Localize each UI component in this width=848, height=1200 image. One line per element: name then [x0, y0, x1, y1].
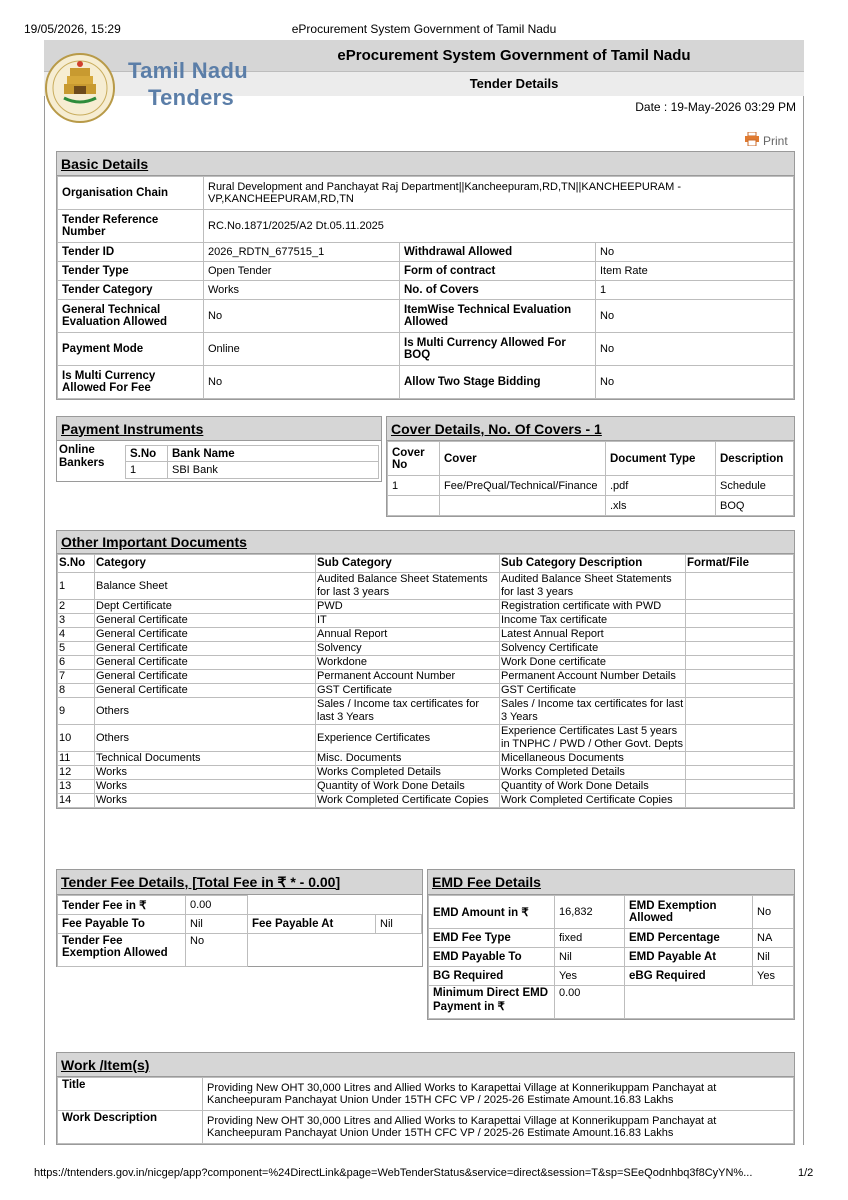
ebg-required-value: Yes — [753, 967, 794, 986]
doc-sno: 7 — [58, 670, 95, 684]
column-header: Sub Category Description — [500, 555, 686, 573]
table-row — [58, 642, 794, 656]
doc-sno: 6 — [58, 656, 95, 670]
field-label: ItemWise Technical Evaluation Allowed — [400, 300, 596, 333]
doc-sub-category: IT — [316, 614, 500, 628]
table-row — [58, 333, 794, 366]
print-button[interactable] — [744, 132, 788, 149]
report-date: Date : 19-May-2026 03:29 PM — [635, 100, 796, 114]
table-header — [388, 442, 794, 476]
work-items-heading: Work /Item(s) — [57, 1053, 794, 1077]
table-row — [58, 628, 794, 642]
table-row — [58, 915, 422, 934]
doc-format — [686, 642, 794, 656]
work-title-label: Title — [58, 1078, 203, 1111]
doc-sub-category: Audited Balance Sheet Statements for last 3 years — [316, 573, 500, 600]
doc-sno: 4 — [58, 628, 95, 642]
table-row — [58, 1078, 794, 1111]
doc-category: Works — [95, 780, 316, 794]
emd-percentage-value: NA — [753, 929, 794, 948]
doc-sub-category-description: Quantity of Work Done Details — [500, 780, 686, 794]
emd-exemption-value: No — [753, 896, 794, 929]
doc-sno: 9 — [58, 698, 95, 725]
other-documents-panel — [56, 530, 795, 809]
field-label: Allow Two Stage Bidding — [400, 366, 596, 399]
column-header: Sub Category — [316, 555, 500, 573]
doc-format — [686, 600, 794, 614]
doc-sub-category: PWD — [316, 600, 500, 614]
other-documents-heading: Other Important Documents — [57, 531, 794, 554]
doc-category: General Certificate — [95, 684, 316, 698]
basic-details-panel — [56, 151, 795, 400]
table-row — [58, 600, 794, 614]
org-chain-label: Organisation Chain — [58, 177, 204, 210]
table-row — [58, 684, 794, 698]
system-title: eProcurement System Government of Tamil Nadu — [337, 47, 691, 64]
cover-table — [387, 441, 794, 516]
field-label: Payment Mode — [58, 333, 204, 366]
doc-sno: 14 — [58, 794, 95, 808]
field-value: 1 — [596, 281, 794, 300]
table-row — [388, 496, 794, 516]
doc-sno: 8 — [58, 684, 95, 698]
tender-ref-label: Tender Reference Number — [58, 210, 204, 243]
doc-sub-category-description: Works Completed Details — [500, 766, 686, 780]
fee-payable-to-label: Fee Payable To — [58, 915, 186, 934]
field-label: Form of contract — [400, 262, 596, 281]
tender-fee-table — [57, 895, 422, 967]
fee-payable-at-value: Nil — [376, 915, 422, 934]
doc-category: Works — [95, 794, 316, 808]
table-row — [58, 177, 794, 210]
work-items-table — [57, 1077, 794, 1144]
doc-format — [686, 684, 794, 698]
bank-table — [125, 445, 379, 479]
field-value: Item Rate — [596, 262, 794, 281]
column-header: Bank Name — [168, 446, 379, 462]
printer-icon — [744, 132, 760, 149]
emd-type-value: fixed — [555, 929, 625, 948]
document-description: BOQ — [716, 496, 794, 516]
brand-name: Tamil Nadu — [128, 58, 248, 83]
emd-payable-to-value: Nil — [555, 948, 625, 967]
doc-sub-category: Workdone — [316, 656, 500, 670]
table-row — [58, 366, 794, 399]
table-row — [58, 614, 794, 628]
doc-format — [686, 698, 794, 725]
doc-category: General Certificate — [95, 656, 316, 670]
document-description: Schedule — [716, 476, 794, 496]
doc-format — [686, 614, 794, 628]
field-label: General Technical Evaluation Allowed — [58, 300, 204, 333]
work-description-value: Providing New OHT 30,000 Litres and Allied Works to Karapettai Village at Konnerikuppam Panchayat at Kancheepuram Panchayat Union Under 15TH CFC VP / 2025-26 Estimate Amount.16.83 Lakhs — [203, 1111, 794, 1144]
field-value: No — [204, 366, 400, 399]
doc-format — [686, 670, 794, 684]
emd-exemption-label: EMD Exemption Allowed — [625, 896, 753, 929]
column-header: Category — [95, 555, 316, 573]
column-header: Description — [716, 442, 794, 476]
fee-payable-to-value: Nil — [186, 915, 248, 934]
table-row — [58, 934, 422, 967]
field-label: Is Multi Currency Allowed For Fee — [58, 366, 204, 399]
emd-fee-panel — [427, 869, 795, 1020]
doc-format — [686, 725, 794, 752]
doc-sub-category-description: Sales / Income tax certificates for last 3 Years — [500, 698, 686, 725]
page-number: 1/2 — [798, 1167, 814, 1179]
field-label: Tender ID — [58, 243, 204, 262]
doc-format — [686, 573, 794, 600]
doc-sub-category: Experience Certificates — [316, 725, 500, 752]
doc-sub-category: Solvency — [316, 642, 500, 656]
tamil-nadu-emblem-icon — [44, 52, 116, 124]
table-row — [429, 896, 794, 929]
column-header: S.No — [126, 446, 168, 462]
doc-category: General Certificate — [95, 628, 316, 642]
doc-format — [686, 780, 794, 794]
work-description-label: Work Description — [58, 1111, 203, 1144]
tender-fee-label: Tender Fee in ₹ — [58, 896, 186, 915]
doc-sub-category: Work Completed Certificate Copies — [316, 794, 500, 808]
table-row — [58, 300, 794, 333]
doc-sub-category-description: Registration certificate with PWD — [500, 600, 686, 614]
ebg-required-label: eBG Required — [625, 967, 753, 986]
emd-payable-at-value: Nil — [753, 948, 794, 967]
tender-fee-value: 0.00 — [186, 896, 248, 915]
doc-sub-category-description: Work Completed Certificate Copies — [500, 794, 686, 808]
cover-name — [440, 496, 606, 516]
table-row — [58, 243, 794, 262]
table-row — [58, 725, 794, 752]
doc-category: Others — [95, 725, 316, 752]
table-row — [58, 656, 794, 670]
table-row — [126, 462, 379, 479]
emd-percentage-label: EMD Percentage — [625, 929, 753, 948]
table-row — [429, 967, 794, 986]
field-value: No — [596, 243, 794, 262]
min-emd-value: 0.00 — [555, 986, 625, 1019]
table-row — [58, 794, 794, 808]
bank-sno: 1 — [126, 462, 168, 479]
doc-sub-category: Misc. Documents — [316, 752, 500, 766]
doc-sno: 1 — [58, 573, 95, 600]
bg-required-label: BG Required — [429, 967, 555, 986]
print-label: Print — [763, 133, 788, 148]
doc-sno: 3 — [58, 614, 95, 628]
doc-sub-category-description: Work Done certificate — [500, 656, 686, 670]
table-row — [58, 752, 794, 766]
cover-details-heading: Cover Details, No. Of Covers - 1 — [387, 417, 794, 441]
emd-type-label: EMD Fee Type — [429, 929, 555, 948]
table-row — [388, 476, 794, 496]
field-label: Is Multi Currency Allowed For BOQ — [400, 333, 596, 366]
table-row — [58, 1111, 794, 1144]
field-value: No — [596, 300, 794, 333]
field-value: 2026_RDTN_677515_1 — [204, 243, 400, 262]
table-row — [58, 262, 794, 281]
org-chain-value: Rural Development and Panchayat Raj Department||Kancheepuram,RD,TN||KANCHEEPURAM - VP,KANCHEEPURAM,RD,TN — [204, 177, 794, 210]
field-label: Tender Type — [58, 262, 204, 281]
doc-sno: 13 — [58, 780, 95, 794]
brand-subtitle: Tenders — [148, 85, 235, 110]
field-value: No — [596, 333, 794, 366]
field-value: No — [596, 366, 794, 399]
field-value: Works — [204, 281, 400, 300]
doc-sub-category: Annual Report — [316, 628, 500, 642]
min-emd-label: Minimum Direct EMD Payment in ₹ — [429, 986, 555, 1019]
field-value: Open Tender — [204, 262, 400, 281]
bank-name: SBI Bank — [168, 462, 379, 479]
table-row — [58, 896, 422, 915]
table-header — [58, 555, 794, 573]
doc-sub-category-description: Audited Balance Sheet Statements for last 3 years — [500, 573, 686, 600]
doc-sub-category-description: Micellaneous Documents — [500, 752, 686, 766]
tender-fee-heading: Tender Fee Details, [Total Fee in ₹ * - 0.00] — [57, 870, 422, 895]
table-row — [429, 948, 794, 967]
table-row — [58, 281, 794, 300]
table-row — [58, 766, 794, 780]
doc-category: Technical Documents — [95, 752, 316, 766]
online-bankers-label: Online Bankers — [59, 444, 105, 469]
doc-sub-category: Quantity of Work Done Details — [316, 780, 500, 794]
cover-details-panel — [386, 416, 795, 517]
payment-instruments-panel — [56, 416, 382, 482]
field-label: Withdrawal Allowed — [400, 243, 596, 262]
table-row — [429, 986, 794, 1019]
column-header: S.No — [58, 555, 95, 573]
cover-no: 1 — [388, 476, 440, 496]
table-row — [58, 698, 794, 725]
emd-amount-label: EMD Amount in ₹ — [429, 896, 555, 929]
field-value: No — [204, 300, 400, 333]
doc-format — [686, 656, 794, 670]
basic-details-heading: Basic Details — [57, 152, 794, 176]
doc-sub-category-description: Solvency Certificate — [500, 642, 686, 656]
doc-category: General Certificate — [95, 614, 316, 628]
table-row — [58, 670, 794, 684]
emd-fee-table — [428, 895, 794, 1019]
table-row — [429, 929, 794, 948]
doc-format — [686, 752, 794, 766]
other-documents-table — [57, 554, 794, 808]
table-row — [58, 780, 794, 794]
cover-name: Fee/PreQual/Technical/Finance — [440, 476, 606, 496]
doc-sno: 11 — [58, 752, 95, 766]
field-label: No. of Covers — [400, 281, 596, 300]
doc-sno: 5 — [58, 642, 95, 656]
doc-sno: 12 — [58, 766, 95, 780]
page-url: https://tntenders.gov.in/nicgep/app?component=%24DirectLink&page=WebTenderStatus&service=direct&session=T&sp=SEeQodnhbq3f8CyYN%... — [34, 1167, 753, 1179]
document-type: .pdf — [606, 476, 716, 496]
doc-sno: 2 — [58, 600, 95, 614]
column-header: Cover No — [388, 442, 440, 476]
doc-category: Dept Certificate — [95, 600, 316, 614]
fee-exemption-value: No — [186, 934, 248, 967]
doc-sub-category-description: Permanent Account Number Details — [500, 670, 686, 684]
doc-category: General Certificate — [95, 670, 316, 684]
doc-sub-category: Sales / Income tax certificates for last 3 Years — [316, 698, 500, 725]
column-header: Format/File — [686, 555, 794, 573]
table-row — [58, 210, 794, 243]
doc-sub-category-description: GST Certificate — [500, 684, 686, 698]
field-value: Online — [204, 333, 400, 366]
work-items-panel — [56, 1052, 795, 1145]
print-page-title: eProcurement System Government of Tamil Nadu — [291, 22, 557, 36]
page-title: Tender Details — [469, 76, 559, 91]
doc-sub-category: Permanent Account Number — [316, 670, 500, 684]
doc-sno: 10 — [58, 725, 95, 752]
doc-format — [686, 766, 794, 780]
column-header: Cover — [440, 442, 606, 476]
doc-sub-category-description: Income Tax certificate — [500, 614, 686, 628]
emd-fee-heading: EMD Fee Details — [428, 870, 794, 895]
doc-format — [686, 794, 794, 808]
tender-fee-panel — [56, 869, 423, 967]
field-label: Tender Category — [58, 281, 204, 300]
tender-ref-value: RC.No.1871/2025/A2 Dt.05.11.2025 — [204, 210, 794, 243]
fee-exemption-label: Tender Fee Exemption Allowed — [58, 934, 186, 967]
fee-payable-at-label: Fee Payable At — [248, 915, 376, 934]
doc-category: Balance Sheet — [95, 573, 316, 600]
basic-details-table — [57, 176, 794, 399]
table-row — [58, 573, 794, 600]
emd-amount-value: 16,832 — [555, 896, 625, 929]
document-type: .xls — [606, 496, 716, 516]
work-title-value: Providing New OHT 30,000 Litres and Allied Works to Karapettai Village at Konnerikuppam Panchayat at Kancheepuram Panchayat Union Under 15TH CFC VP / 2025-26 Estimate Amount.16.83 Lakhs — [203, 1078, 794, 1111]
emd-payable-to-label: EMD Payable To — [429, 948, 555, 967]
print-datetime: 19/05/2026, 15:29 — [24, 22, 121, 36]
column-header: Document Type — [606, 442, 716, 476]
doc-sub-category: GST Certificate — [316, 684, 500, 698]
emd-payable-at-label: EMD Payable At — [625, 948, 753, 967]
doc-format — [686, 628, 794, 642]
table-header — [126, 446, 379, 462]
cover-no — [388, 496, 440, 516]
payment-instruments-heading: Payment Instruments — [57, 417, 381, 441]
doc-category: Works — [95, 766, 316, 780]
doc-sub-category: Works Completed Details — [316, 766, 500, 780]
doc-sub-category-description: Experience Certificates Last 5 years in TNPHC / PWD / Other Govt. Depts — [500, 725, 686, 752]
bg-required-value: Yes — [555, 967, 625, 986]
doc-category: General Certificate — [95, 642, 316, 656]
doc-category: Others — [95, 698, 316, 725]
doc-sub-category-description: Latest Annual Report — [500, 628, 686, 642]
